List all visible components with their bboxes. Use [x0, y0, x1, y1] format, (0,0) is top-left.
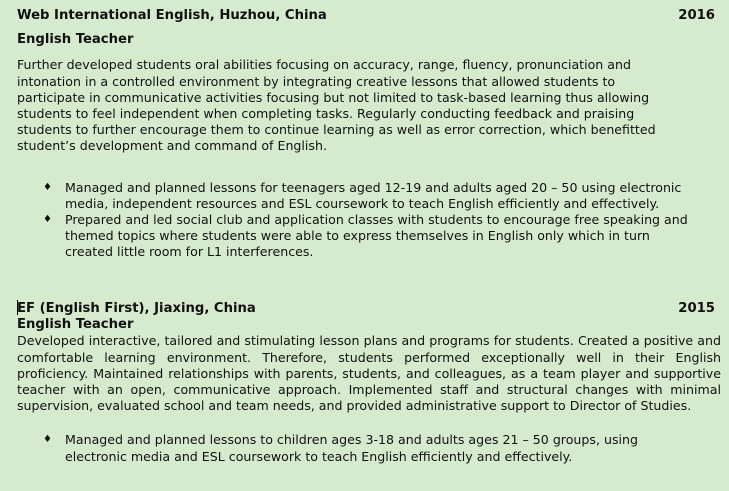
job-bullet-list — [17, 432, 697, 464]
job-header — [17, 300, 721, 317]
job-role: English Teacher — [17, 32, 134, 48]
job-header — [17, 8, 721, 24]
list-item — [17, 180, 697, 212]
bullet-icon: ♦ — [43, 434, 52, 446]
job-description: Developed interactive, tailored and stimulating lesson plans and programs for students. Created a positive and comfortable learning environment. Therefore, students performed exceptionally well in their English proficiency. Maintained relationships with parents, students, and colleagues, as a team player and supportive teacher with an open, communicative approach. Implemented staff and structural changes with minimal supervision, evaluated school and team needs, and provided administrative support to Director of Studies. — [17, 333, 721, 414]
bullet-text: Prepared and led social club and application classes with students to encourage free speaking and themed topics where students were able to express themselves in English only which in turn created little room for L1 interferences. — [65, 212, 688, 260]
job-year: 2015 — [678, 301, 715, 316]
job-entry — [17, 300, 721, 465]
bullet-icon: ♦ — [43, 214, 52, 226]
bullet-text: Managed and planned lessons to children ages 3-18 and adults ages 21 – 50 groups, using electronic media and ESL coursework to teach English efficiently and effectively. — [65, 432, 638, 464]
list-item — [17, 432, 697, 464]
list-item — [17, 212, 697, 261]
bullet-icon: ♦ — [43, 181, 52, 193]
job-year: 2016 — [678, 8, 715, 23]
job-role: English Teacher — [17, 317, 134, 333]
employer-name: EF (English First), Jiaxing, China — [17, 301, 256, 316]
employer-name: Web International English, Huzhou, China — [17, 8, 327, 23]
bullet-text: Managed and planned lessons for teenagers aged 12-19 and adults aged 20 – 50 using electronic media, independent resources and ESL coursework to teach English efficiently and effectively. — [65, 179, 682, 211]
job-description: Further developed students oral abilities focusing on accuracy, range, fluency, pronunciation and intonation in a controlled environment by integrating creative lessons that allowed students to participate in communicative activities focusing but not limited to task-based learning thus allowing students to feel independent when completing tasks. Regularly conducting feedback and praising students to further encourage them to continue learning as well as error correction, which benefitted student’s development and command of English. — [17, 57, 656, 154]
job-bullet-list — [17, 180, 697, 261]
job-entry — [17, 8, 721, 261]
